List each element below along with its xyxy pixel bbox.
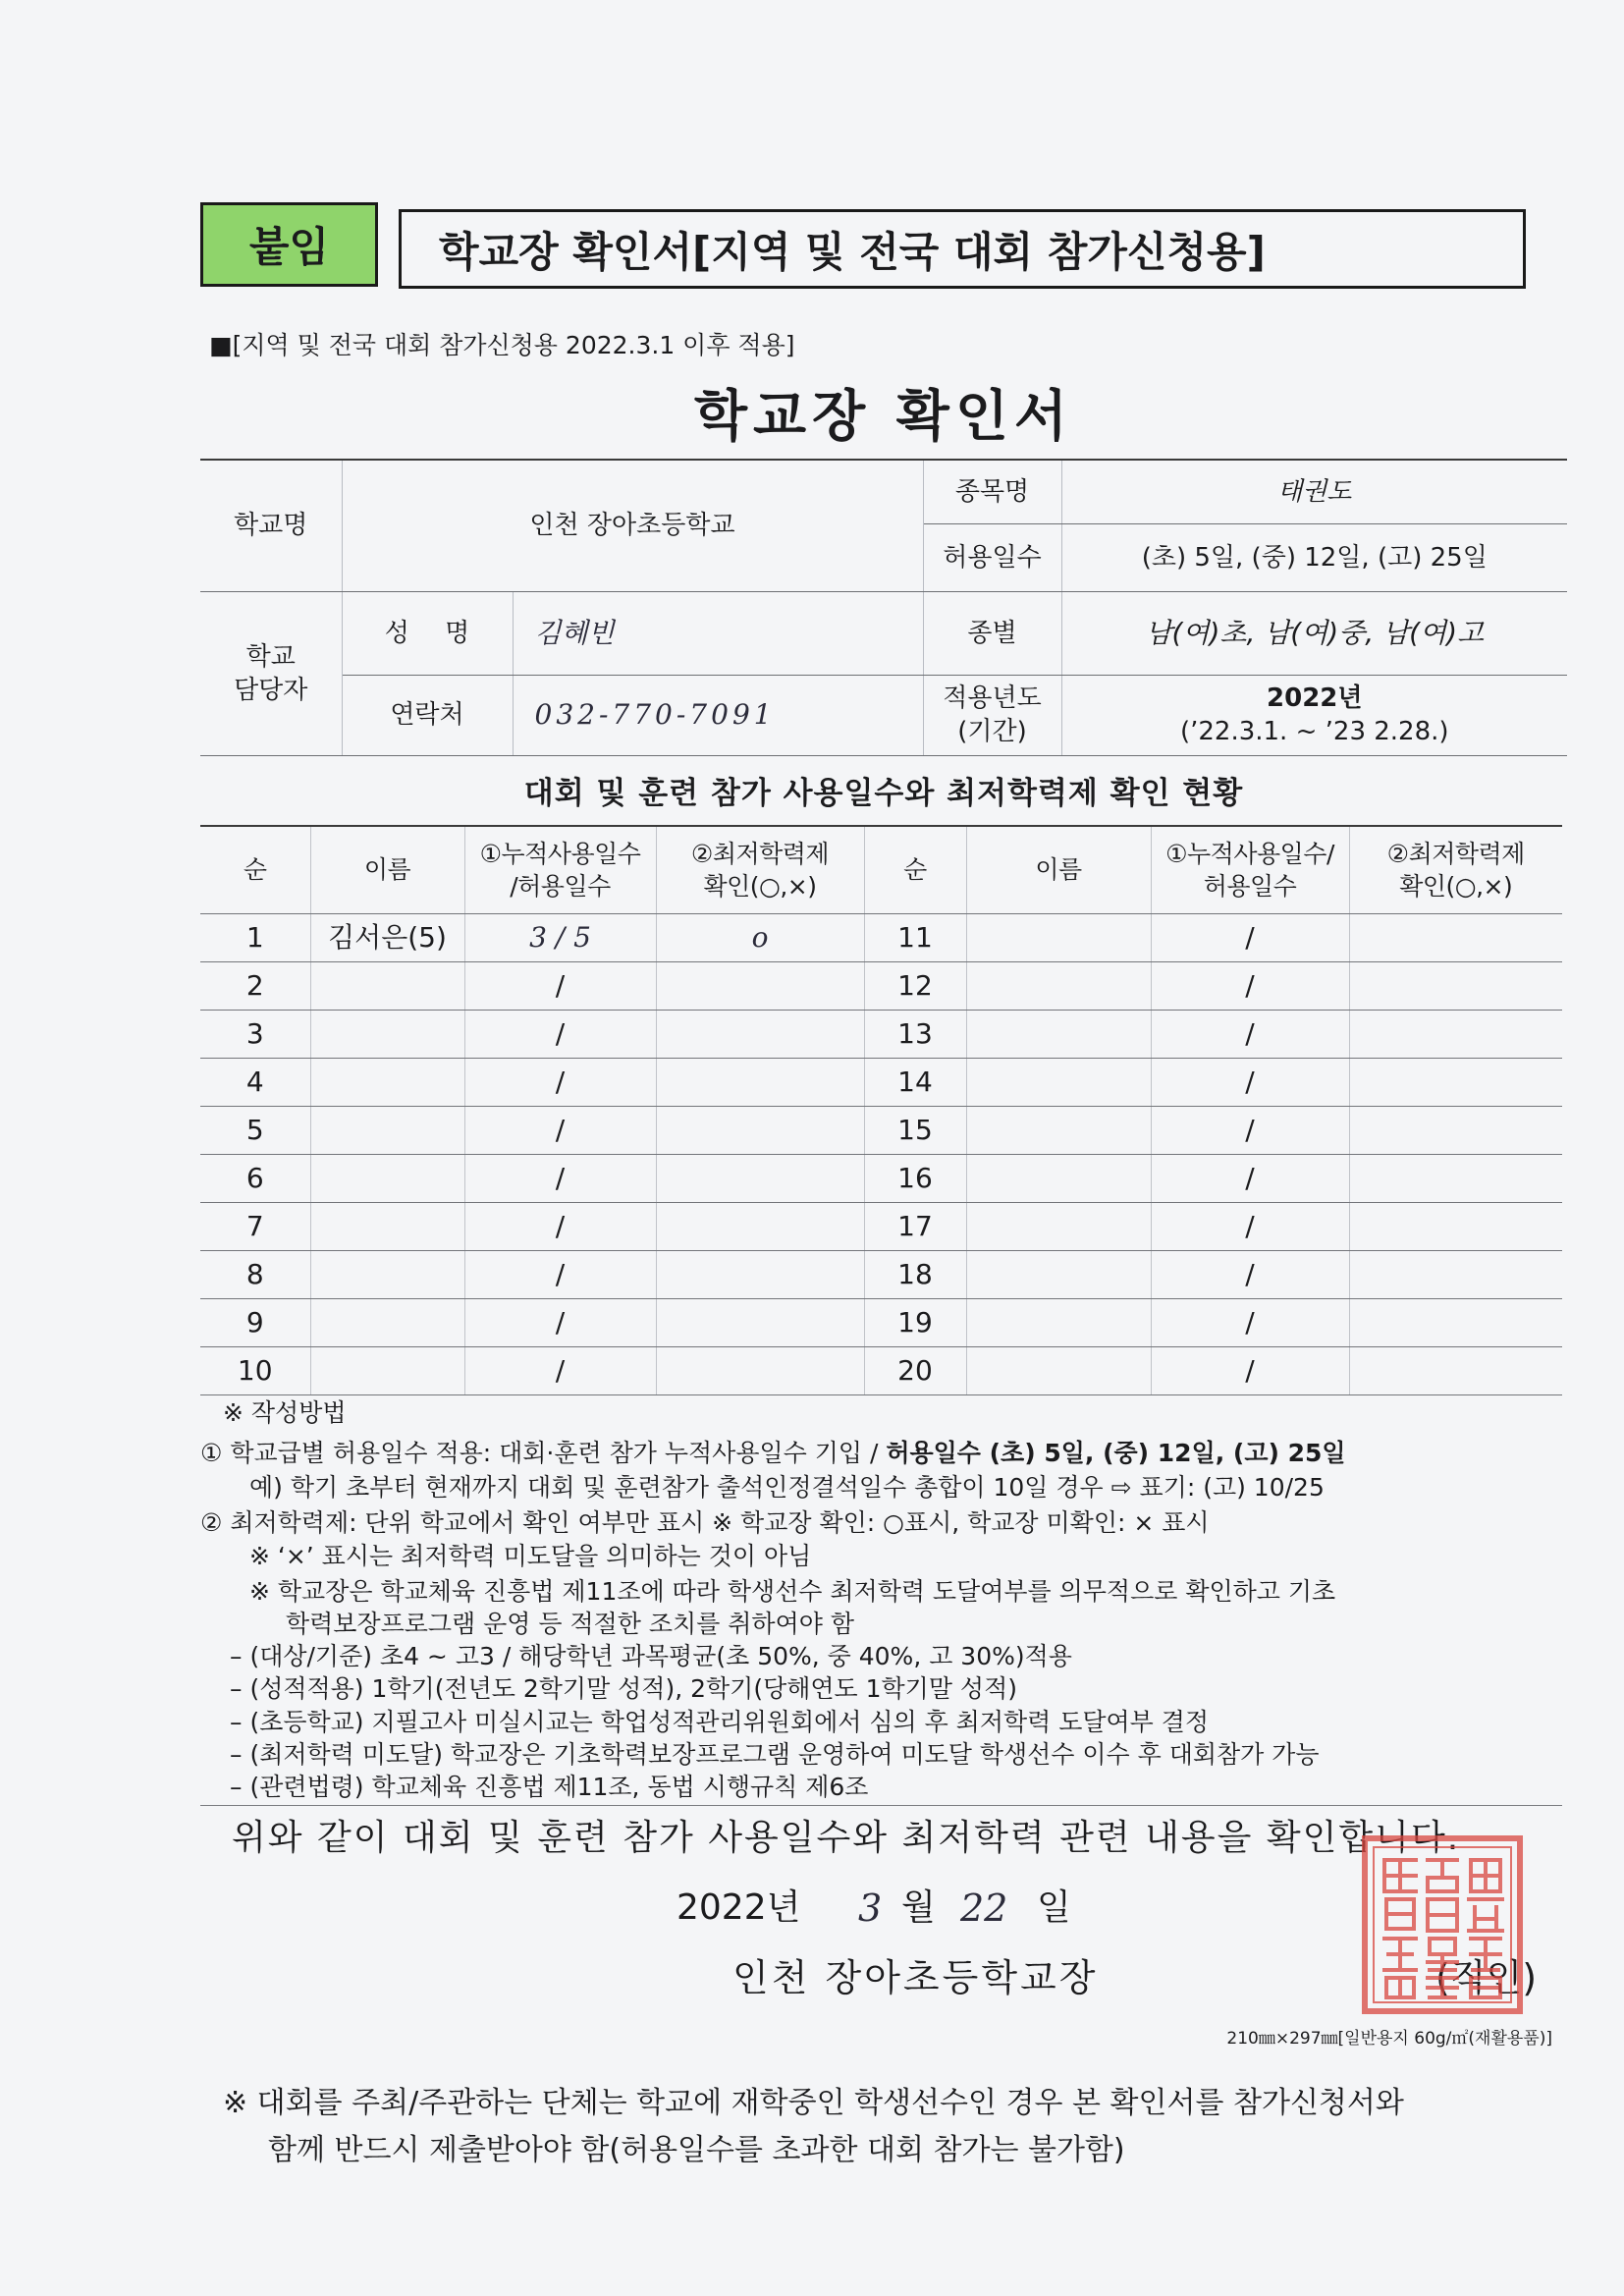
min-academic-check [1349,1346,1562,1394]
row-number: 14 [864,1058,966,1106]
min-academic-check [656,961,864,1010]
table-row [200,1346,1562,1394]
date-day-unit: 일 [1037,1887,1071,1928]
instruction-line: 학력보장프로그램 운영 등 적절한 조치를 취하여야 함 [286,1610,854,1638]
instruction-line: – (초등학교) 지필고사 미실시교는 학업성적관리위원회에서 심의 후 최저학력 도달여부 결정 [230,1708,1210,1736]
student-name [966,1154,1151,1202]
row-number: 18 [864,1250,966,1298]
application-notice: ■[지역 및 전국 대회 참가신청용 2022.3.1 이후 적용] [209,331,795,359]
table-row [200,913,1562,961]
sport-label: 종목명 [923,460,1061,523]
row-number: 4 [200,1058,310,1106]
date-month: 3 [858,1886,883,1930]
period-range: (’22.3.1. ~ ’23 2.28.) [1179,717,1449,746]
instruction-line: – (대상/기준) 초4 ~ 고3 / 해당학년 과목평균(초 50%, 중 40%, 고 30%)적용 [230,1642,1072,1670]
min-academic-check [1349,1106,1562,1154]
header-number: 순 [200,826,310,913]
row-number: 12 [864,961,966,1010]
divider [200,1805,1562,1806]
row-number: 3 [200,1010,310,1058]
attachment-title: 학교장 확인서[지역 및 전국 대회 참가신청용] [399,209,1526,289]
contact-value: 032-770-7091 [513,675,923,755]
student-name [310,1106,464,1154]
participation-status-table [200,825,1562,1395]
school-name-label: 학교명 [200,460,342,591]
row-number: 11 [864,913,966,961]
table-row [200,1058,1562,1106]
row-number: 7 [200,1202,310,1250]
used-days: / [1151,1154,1349,1202]
used-days: / [1151,1106,1349,1154]
row-number: 19 [864,1298,966,1346]
student-name [966,1058,1151,1106]
instruction-text: ① 학교급별 허용일수 적용: 대회·훈련 참가 누적사용일수 기입 / [200,1439,887,1467]
min-academic-check [1349,1202,1562,1250]
header-line: ②최저학력제 [1386,839,1525,868]
used-days: / [1151,1346,1349,1394]
student-name [966,1106,1151,1154]
min-academic-check [656,1202,864,1250]
table-row [200,1202,1562,1250]
status-table-body [200,913,1562,1394]
used-days: / [464,1154,656,1202]
paper-spec: 210㎜×297㎜[일반용지 60g/㎡(재활용품)] [1226,2029,1552,2049]
min-academic-check [1349,1058,1562,1106]
gender-value: 남(여)초, 남(여)중, 남(여)고 [1061,591,1567,675]
min-academic-check [1349,913,1562,961]
student-name [310,1346,464,1394]
student-name [966,1250,1151,1298]
student-name [966,1010,1151,1058]
instruction-emphasis: 허용일수 (초) 5일, (중) 12일, (고) 25일 [886,1439,1346,1467]
manager-label [200,591,342,755]
allowed-days-value: (초) 5일, (중) 12일, (고) 25일 [1061,523,1567,591]
period-label-line: 적용년도 [943,683,1042,713]
used-days: / [464,1250,656,1298]
table-row [200,1010,1562,1058]
row-number: 20 [864,1346,966,1394]
row-number: 1 [200,913,310,961]
instruction-line: – (최저학력 미도달) 학교장은 기초학력보장프로그램 운영하여 미도달 학생선수 이수 후 대회참가 가능 [230,1740,1320,1769]
student-name [310,1250,464,1298]
instruction-line: – (성적적용) 1학기(전년도 2학기말 성적), 2학기(당해연도 1학기말 성적) [230,1674,1017,1703]
instruction-line: ② 최저학력제: 단위 학교에서 확인 여부만 표시 ※ 학교장 확인: ○표시, 학교장 미확인: × 표시 [200,1508,1210,1537]
min-academic-check [1349,1298,1562,1346]
student-name [966,1202,1151,1250]
instruction-line: ※ ‘×’ 표시는 최저학력 미도달을 의미하는 것이 아님 [249,1542,812,1570]
min-academic-check [656,1058,864,1106]
period-value [1061,675,1567,755]
confirmation-statement: 위와 같이 대회 및 훈련 참가 사용일수와 최저학력 관련 내용을 확인합니다. [232,1818,1461,1858]
header-line: ①누적사용일수/ [1165,839,1334,868]
used-days: / [1151,1010,1349,1058]
student-name [310,1154,464,1202]
header-used-days [464,826,656,913]
student-name [966,961,1151,1010]
header-line: ①누적사용일수 [479,839,641,868]
used-days: / [1151,961,1349,1010]
row-number: 10 [200,1346,310,1394]
info-row [200,675,1567,755]
row-number: 8 [200,1250,310,1298]
min-academic-check: o [656,913,864,961]
table-header-row [200,826,1562,913]
min-academic-check [656,1154,864,1202]
used-days: / [464,1010,656,1058]
student-name [966,1298,1151,1346]
header-name: 이름 [310,826,464,913]
info-row [200,591,1567,675]
header-line: 확인(○,×) [1399,871,1513,901]
header-line: ②최저학력제 [690,839,830,868]
instruction-line: – (관련법령) 학교체육 진흥법 제11조, 동법 시행규칙 제6조 [230,1773,869,1801]
student-name [966,913,1151,961]
used-days: / [1151,1298,1349,1346]
principal-name: 인천 장아초등학교장 [732,1956,1099,1999]
min-academic-check [656,1298,864,1346]
table-row [200,961,1562,1010]
min-academic-check [1349,961,1562,1010]
manager-name-value: 김혜빈 [513,591,923,675]
used-days: / [464,1346,656,1394]
used-days: / [1151,1250,1349,1298]
min-academic-check [656,1346,864,1394]
row-number: 5 [200,1106,310,1154]
row-number: 15 [864,1106,966,1154]
min-academic-check [656,1250,864,1298]
used-days: / [1151,913,1349,961]
header-name: 이름 [966,826,1151,913]
student-name: 김서은(5) [310,913,464,961]
manager-label-line: 담당자 [234,675,308,705]
date-month-unit: 월 [901,1887,936,1928]
row-number: 16 [864,1154,966,1202]
table-row [200,1298,1562,1346]
used-days: / [464,1202,656,1250]
used-days: / [1151,1202,1349,1250]
school-info-table [200,459,1567,756]
sport-value: 태권도 [1061,460,1567,523]
used-days: / [1151,1058,1349,1106]
footer-note-line: 함께 반드시 제출받아야 함(허용일수를 초과한 대회 참가는 불가함) [268,2133,1125,2167]
date-day: 22 [960,1886,1008,1930]
header-line: 허용일수 [1203,871,1297,901]
student-name [310,1298,464,1346]
document-title: 학교장 확인서 [693,385,1074,449]
period-label-line: (기간) [957,717,1027,746]
manager-name-label: 성 명 [342,591,513,675]
row-number: 17 [864,1202,966,1250]
min-academic-check [656,1106,864,1154]
instruction-line [200,1439,1346,1468]
writing-instructions [200,1398,1567,1802]
seal-label: (직인) [1435,1956,1538,1999]
used-days: / [464,1106,656,1154]
row-number: 13 [864,1010,966,1058]
student-name [310,961,464,1010]
used-days: / [464,1058,656,1106]
manager-label-line: 학교 [245,641,296,672]
instruction-line: 예) 학기 초부터 현재까지 대회 및 훈련참가 출석인정결석일수 총합이 10일 경우 ⇨ 표기: (고) 10/25 [249,1473,1325,1502]
footer-note-line: ※ 대회를 주최/주관하는 단체는 학교에 재학중인 학생선수인 경우 본 확인서를 참가신청서와 [223,2086,1404,2120]
min-academic-check [656,1010,864,1058]
student-name [310,1010,464,1058]
used-days: / [464,1298,656,1346]
header-line: /허용일수 [510,871,611,901]
contact-label: 연락처 [342,675,513,755]
instructions-heading: ※ 작성방법 [223,1398,347,1427]
school-name-value: 인천 장아초등학교 [342,460,923,591]
table-row [200,1106,1562,1154]
student-name [310,1202,464,1250]
table-row [200,1154,1562,1202]
header-line: 확인(○,×) [703,871,817,901]
table-row [200,1250,1562,1298]
used-days: / [464,961,656,1010]
date-year: 2022년 [677,1887,801,1928]
period-year: 2022년 [1267,683,1363,713]
header-min-academic [1349,826,1562,913]
row-number: 6 [200,1154,310,1202]
gender-label: 종별 [923,591,1061,675]
student-name [966,1346,1151,1394]
header-number: 순 [864,826,966,913]
row-number: 2 [200,961,310,1010]
header-used-days [1151,826,1349,913]
student-name [310,1058,464,1106]
used-days: 3 / 5 [464,913,656,961]
min-academic-check [1349,1154,1562,1202]
row-number: 9 [200,1298,310,1346]
header-min-academic [656,826,864,913]
period-label [923,675,1061,755]
official-seal [1359,1832,1526,2017]
allowed-days-label: 허용일수 [923,523,1061,591]
info-row [200,460,1567,523]
instruction-line: ※ 학교장은 학교체육 진흥법 제11조에 따라 학생선수 최저학력 도달여부를 의무적으로 확인하고 기초 [249,1577,1336,1606]
min-academic-check [1349,1250,1562,1298]
status-section-title: 대회 및 훈련 참가 사용일수와 최저학력제 확인 현황 [523,776,1244,811]
min-academic-check [1349,1010,1562,1058]
attachment-tag: 붙임 [200,202,378,287]
